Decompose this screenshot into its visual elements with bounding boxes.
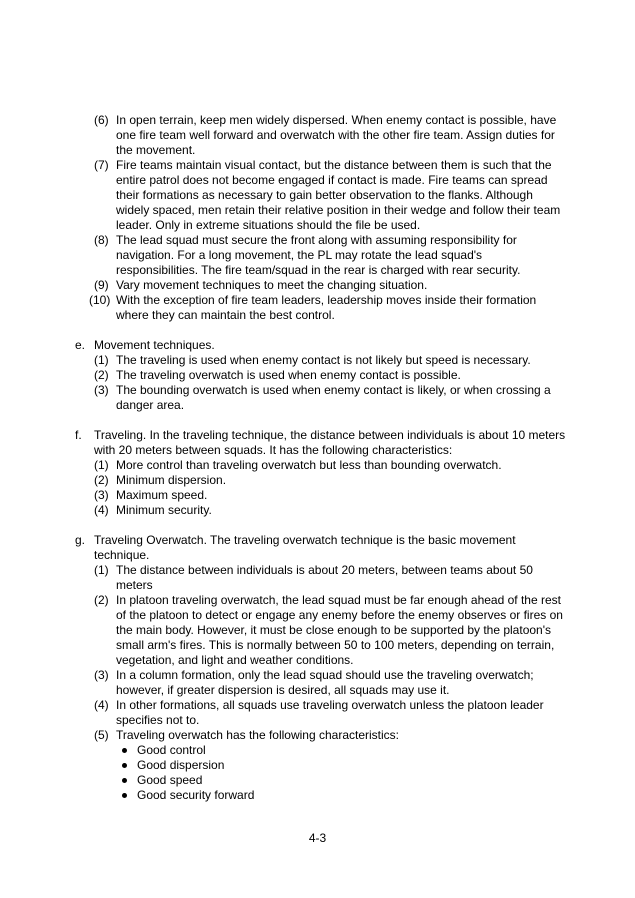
item-number: (10) xyxy=(89,293,111,307)
list-item xyxy=(94,563,567,593)
section-heading xyxy=(75,338,567,353)
item-number: (2) xyxy=(94,368,109,382)
item-body xyxy=(116,668,567,698)
item-body xyxy=(116,458,567,473)
item-text: Maximum speed. xyxy=(116,488,208,502)
list-item xyxy=(94,278,567,293)
item-body xyxy=(116,158,567,233)
bullet-item xyxy=(122,758,567,773)
section-e xyxy=(75,338,567,413)
item-body xyxy=(116,368,567,383)
list-item xyxy=(94,113,567,158)
item-body xyxy=(116,563,567,593)
bullet-text: Good control xyxy=(137,743,206,757)
section-items xyxy=(94,458,567,518)
item-number: (7) xyxy=(94,158,109,172)
bullet-text: Good speed xyxy=(137,773,203,787)
section-letter: g. xyxy=(75,533,86,547)
item-text: In open terrain, keep men widely dispersed. When enemy contact is possible, have one fire team well forward and overwatch with the other fire team. Assign duties for the movement. xyxy=(116,113,557,157)
bullet-item xyxy=(122,773,567,788)
item-text: In platoon traveling overwatch, the lead squad must be far enough ahead of the rest of the platoon to detect or engage any enemy before the enemy observes or fires on the main body. However, it must be close enough to be supported by the platoon's small arm's fires. This is normally between 50 to 100 meters, depending on terrain, vegetation, and light and weather conditions. xyxy=(116,593,563,667)
list-item xyxy=(89,293,567,323)
list-item xyxy=(94,728,567,803)
list-item xyxy=(94,488,567,503)
bullet-icon xyxy=(122,748,127,753)
item-text: The bounding overwatch is used when enemy contact is likely, or when crossing a danger area. xyxy=(116,383,551,412)
list-item xyxy=(94,458,567,473)
list-item xyxy=(94,593,567,668)
item-number: (3) xyxy=(94,668,109,682)
section-heading-text: Traveling. In the traveling technique, the distance between individuals is about 10 meters with 20 meters between squads. It has the following characteristics: xyxy=(94,428,566,457)
item-text: Minimum dispersion. xyxy=(116,473,227,487)
bullet-item xyxy=(122,788,567,803)
item-body xyxy=(116,698,567,728)
section-intro xyxy=(75,113,567,323)
bullet-icon xyxy=(122,793,127,798)
item-body xyxy=(116,278,567,293)
section-f xyxy=(75,428,567,518)
section-heading-text: Traveling Overwatch. The traveling overwatch technique is the basic movement technique. xyxy=(94,533,516,562)
list-item xyxy=(94,698,567,728)
document-body xyxy=(75,113,567,818)
list-item xyxy=(94,473,567,488)
item-body xyxy=(116,383,567,413)
item-number: (9) xyxy=(94,278,109,292)
item-text: The distance between individuals is about 20 meters, between teams about 50 meters xyxy=(116,563,533,592)
item-number: (1) xyxy=(94,458,109,472)
item-text: The lead squad must secure the front along with assuming responsibility for navigation. For a long movement, the PL may rotate the lead squad's responsibilities. The fire team/squad in the rear is charged with rear security. xyxy=(116,233,521,277)
list-item xyxy=(94,383,567,413)
item-text: Traveling overwatch has the following characteristics: xyxy=(116,728,400,742)
item-body xyxy=(116,353,567,368)
item-text: Fire teams maintain visual contact, but the distance between them is such that the entire patrol does not become engaged if contact is made. Fire teams can spread their formations as necessary to gain better observation to the flanks. Although widely spaced, men retain their relative position in their wedge and follow their team leader. Only in extreme situations should the file be used. xyxy=(116,158,561,232)
item-text: With the exception of fire team leaders, leadership moves inside their formation where they can maintain the best control. xyxy=(116,293,537,322)
item-body xyxy=(116,593,567,668)
item-text: More control than traveling overwatch but less than bounding overwatch. xyxy=(116,458,502,472)
item-text: In a column formation, only the lead squad should use the traveling overwatch; however, if greater dispersion is desired, all squads may use it. xyxy=(116,668,534,697)
list-item xyxy=(94,233,567,278)
item-text: The traveling is used when enemy contact is not likely but speed is necessary. xyxy=(116,353,531,367)
section-items xyxy=(94,353,567,413)
bullet-text: Good security forward xyxy=(137,788,255,802)
item-number: (4) xyxy=(94,698,109,712)
bullet-list xyxy=(116,743,567,803)
item-body xyxy=(116,503,567,518)
item-body xyxy=(116,113,567,158)
list-item xyxy=(94,368,567,383)
item-number: (2) xyxy=(94,473,109,487)
section-letter: e. xyxy=(75,338,86,352)
item-number: (2) xyxy=(94,593,109,607)
item-text: Minimum security. xyxy=(116,503,212,517)
item-body xyxy=(116,728,567,803)
list-item xyxy=(94,668,567,698)
bullet-text: Good dispersion xyxy=(137,758,225,772)
item-number: (3) xyxy=(94,383,109,397)
bullet-item xyxy=(122,743,567,758)
item-body xyxy=(116,233,567,278)
bullet-icon xyxy=(122,763,127,768)
item-body xyxy=(116,473,567,488)
item-text: In other formations, all squads use traveling overwatch unless the platoon leader specifies not to. xyxy=(116,698,544,727)
section-g xyxy=(75,533,567,803)
list-item xyxy=(94,158,567,233)
list-item xyxy=(94,503,567,518)
bullet-icon xyxy=(122,778,127,783)
section-heading xyxy=(75,428,567,458)
item-number: (1) xyxy=(94,353,109,367)
item-body xyxy=(116,488,567,503)
section-heading xyxy=(75,533,567,563)
section-items xyxy=(89,113,567,323)
item-body xyxy=(116,293,567,323)
item-number: (3) xyxy=(94,488,109,502)
item-number: (6) xyxy=(94,113,109,127)
item-number: (1) xyxy=(94,563,109,577)
item-text: Vary movement techniques to meet the changing situation. xyxy=(116,278,428,292)
list-item xyxy=(94,353,567,368)
section-items xyxy=(94,563,567,803)
item-number: (4) xyxy=(94,503,109,517)
section-heading-text: Movement techniques. xyxy=(94,338,215,352)
item-number: (5) xyxy=(94,728,109,742)
item-number: (8) xyxy=(94,233,109,247)
item-text: The traveling overwatch is used when enemy contact is possible. xyxy=(116,368,461,382)
page-number: 4-3 xyxy=(308,831,327,845)
section-letter: f. xyxy=(75,428,82,442)
